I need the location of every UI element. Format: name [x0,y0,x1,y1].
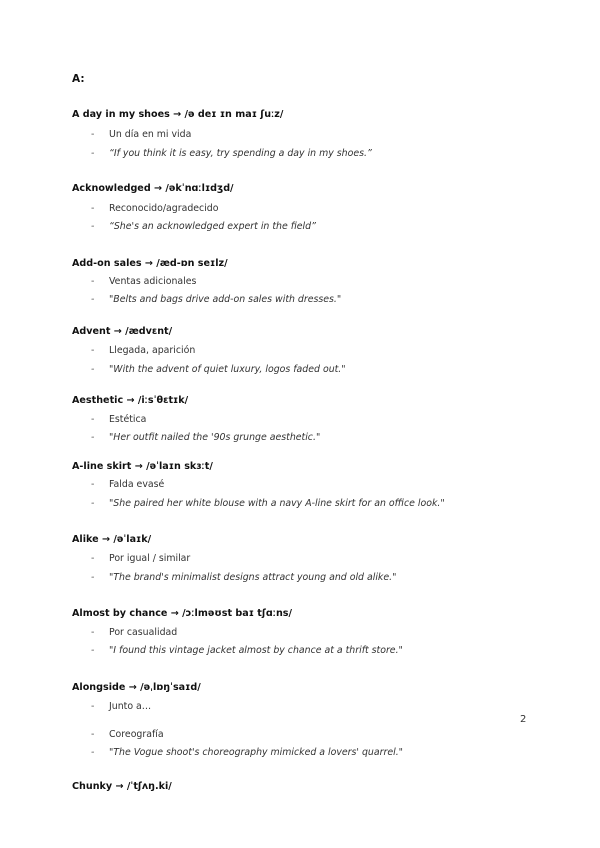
bullet-dash: - [91,479,95,490]
example-text: "Her outfit nailed the '90s grunge aesthetic." [109,432,321,443]
bullet-dash: - [91,276,95,287]
example-text: "With the advent of quiet luxury, logos faded out." [109,364,346,375]
bullet-dash: - [91,498,95,509]
term-heading: Alike → /əˈlaɪk/ [72,534,152,545]
example-text: "The Vogue shoot's choreography mimicked a lovers' quarrel." [109,747,403,758]
section-heading: A: [72,73,85,85]
bullet-dash: - [91,729,95,740]
meaning-line [91,345,195,356]
bullet-dash: - [91,221,95,232]
example-text: "She paired her white blouse with a navy A-line skirt for an office look." [109,498,445,509]
meaning-line [91,627,177,638]
term-heading: A day in my shoes → /ə deɪ ɪn maɪ ʃuːz/ [72,109,284,120]
bullet-dash: - [91,129,95,140]
bullet-dash: - [91,701,95,712]
bullet-dash: - [91,627,95,638]
example-line [91,432,320,443]
bullet-dash: - [91,203,95,214]
example-line [91,148,372,159]
example-text: “If you think it is easy, try spending a day in my shoes.” [109,148,372,159]
meaning-text: Un día en mi vida [109,129,192,140]
bullet-dash: - [91,364,95,375]
meaning-text: Junto a… [109,701,152,712]
bullet-dash: - [91,572,95,583]
meaning-text: Estética [109,414,147,425]
bullet-dash: - [91,345,95,356]
term-heading: Acknowledged → /əkˈnɑːlɪdʒd/ [72,183,234,194]
meaning-text: Ventas adicionales [109,276,197,287]
meaning-line [91,553,190,564]
bullet-dash: - [91,747,95,758]
bullet-dash: - [91,148,95,159]
meaning-line [91,276,196,287]
meaning-text: Por casualidad [109,627,178,638]
example-text: "Belts and bags drive add-on sales with dresses." [109,294,342,305]
example-line [91,221,316,232]
bullet-dash: - [91,432,95,443]
example-line [91,572,396,583]
example-text: "The brand's minimalist designs attract young and old alike." [109,572,397,583]
bullet-dash: - [91,294,95,305]
term-heading: A-line skirt → /əˈlaɪn skɜːt/ [72,461,213,472]
meaning-text: Llegada, aparición [109,345,196,356]
example-line [91,645,403,656]
term-heading: Alongside → /əˌlɒŋˈsaɪd/ [72,682,201,693]
term-heading: Add-on sales → /æd-ɒn seɪlz/ [72,258,228,269]
meaning-line [91,414,146,425]
meaning-line [91,729,164,740]
term-heading: Chunky → /ˈtʃʌŋ.ki/ [72,781,172,792]
example-line [91,747,403,758]
meaning-text: Falda evasé [109,479,165,490]
bullet-dash: - [91,645,95,656]
meaning-line [91,479,164,490]
example-line [91,364,346,375]
term-heading: Almost by chance → /ɔːlməʊst baɪ tʃɑːns/ [72,608,293,619]
example-text: “She's an acknowledged expert in the field” [109,221,316,232]
term-heading: Aesthetic → /iːsˈθɛtɪk/ [72,395,189,406]
meaning-line [91,203,219,214]
meaning-line [91,129,191,140]
term-heading: Advent → /ædvɛnt/ [72,326,173,337]
example-line [91,498,445,509]
example-line [91,294,341,305]
bullet-dash: - [91,553,95,564]
meaning-text: Coreografía [109,729,164,740]
bullet-dash: - [91,414,95,425]
meaning-text: Por igual / similar [109,553,191,564]
page-number: 2 [520,714,527,725]
meaning-text: Reconocido/agradecido [109,203,219,214]
example-text: "I found this vintage jacket almost by chance at a thrift store." [109,645,403,656]
meaning-line [91,701,151,712]
